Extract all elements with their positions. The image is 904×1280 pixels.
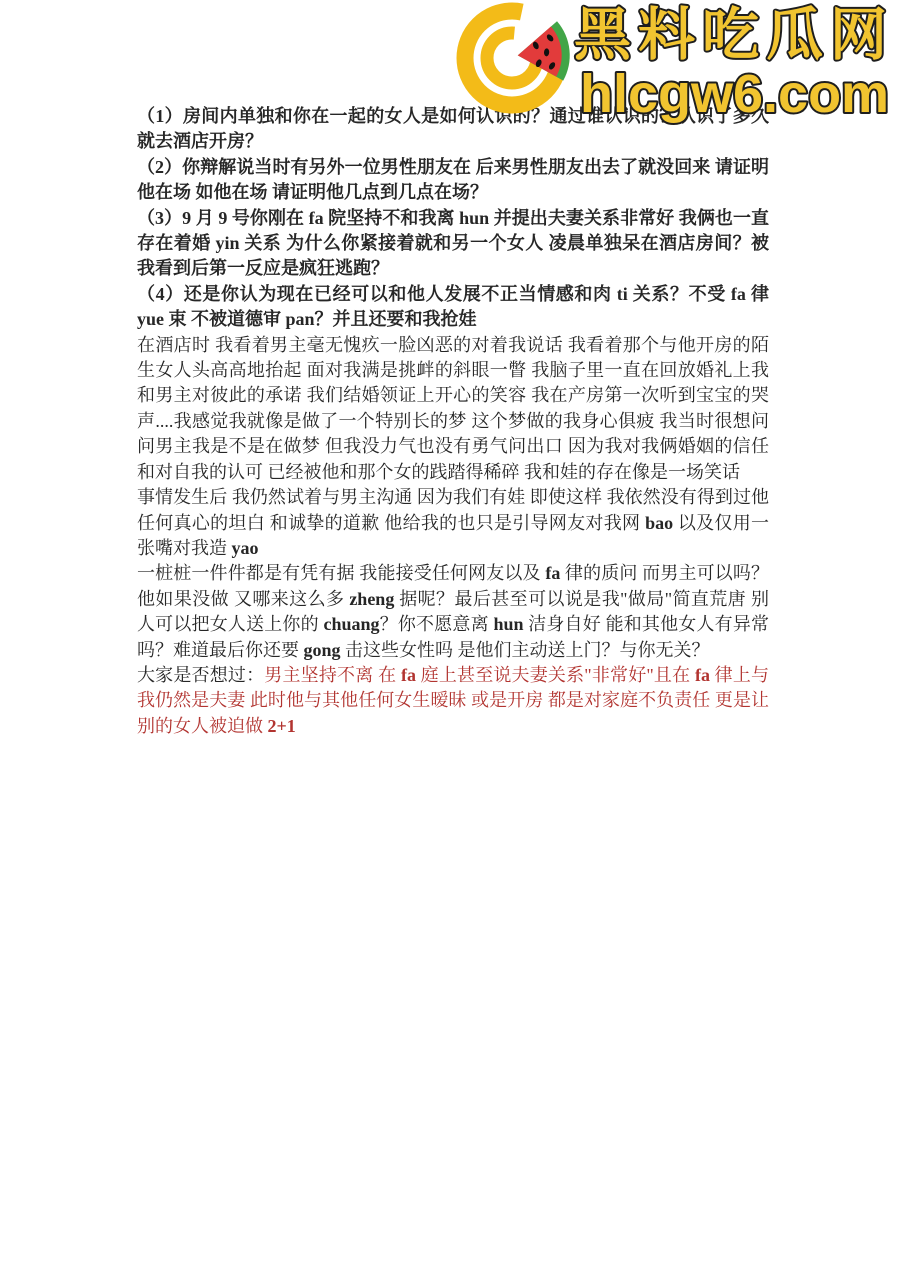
logo-inner-ring (487, 33, 537, 83)
text-run: 一桩桩一件件都是有凭有据 我能接受任何网友以及 (137, 563, 546, 584)
text-run: fa (694, 664, 710, 685)
text-run: 在酒店时 我看着男主毫无愧疚一脸凶恶的对着我说话 我看着那个与他开房的陌生女人头高高地抬起 面对我满是挑衅的斜眼一瞥 我脑子里一直在回放婚礼上我和男主对彼此的承诺 我们结婚领证上开心的笑容 我在产房第一次听到宝宝的哭声....我感觉我就像是做了一个特别长的梦 这个梦做的我身心俱疲 我当时很想问问男主我是不是在做梦 但我没力气也没有勇气问出口 因为我对我俩婚姻的信任 和对自我的认可 已经被他和那个女的践踏得稀碎 我和娃的存在像是一场笑话 (137, 334, 769, 482)
logo-mark (465, 11, 573, 105)
paragraph-1 (137, 104, 769, 155)
text-run: 大家是否想过： (137, 664, 265, 685)
text-run: （1）房间内单独和你在一起的女人是如何认识的？通过谁认识的？认识了多久就去酒店开房？ (137, 106, 769, 152)
text-run: 以及仅用一张嘴对我造 (137, 512, 770, 558)
text-run: 律上与我仍然是夫妻 此时他与其他任何女生暧昧 或是开房 都是对家庭不负责任 更是让别的女人被迫做 (137, 664, 770, 736)
text-run: 2+1 (267, 715, 296, 736)
text-run: hun (493, 614, 524, 635)
paragraph-7 (137, 561, 769, 663)
text-run: fa (545, 563, 561, 584)
text-run: fa (400, 664, 416, 685)
site-domain-text: hlcgw6.com (580, 64, 890, 124)
paragraph-2 (137, 155, 769, 206)
text-run: 律的质问 而男主可以吗？他如果没做 又哪来这么多 (137, 563, 770, 609)
text-run: 庭上甚至说夫妻关系"非常好"且在 (415, 664, 695, 685)
text-run: ？你不愿意离 (379, 614, 494, 635)
text-run: 击这些女性吗 是他们主动送上门？与你无关？ (340, 639, 710, 660)
text-run: 男主坚持不离 在 (264, 664, 401, 685)
text-run: （3）9 月 9 号你刚在 fa 院坚持不和我离 hun 并提出夫妻关系非常好 我俩也一直存在着婚 yin 关系 为什么你紧接着就和另一个女人 凌晨单独呆在酒店房间？被我看到后第一反应是疯狂逃跑？ (137, 207, 769, 279)
paragraph-8 (137, 663, 769, 739)
paragraph-5 (137, 333, 769, 485)
text-run: 洁身自好 能和其他女人有异常吗？难道最后你还要 (137, 614, 770, 660)
text-run: （4）还是你认为现在已经可以和他人发展不正当情感和肉 ti 关系？不受 fa 律 yue 束 不被道德审 pan？并且还要和我抢娃 (137, 283, 769, 330)
watermelon-flesh (515, 26, 564, 81)
logo-outer-ring (465, 11, 559, 105)
text-run: yao (231, 537, 259, 558)
site-name-text: 黑料吃瓜网 (574, 3, 894, 67)
text-run: 据呢？最后甚至可以说是我"做局"简直荒唐 别人可以把女人送上你的 (137, 588, 769, 635)
paragraph-6 (137, 485, 769, 561)
document-body (137, 104, 769, 739)
text-run: （2）你辩解说当时有另外一位男性朋友在 后来男性朋友出去了就没回来 请证明他在场 如他在场 请证明他几点到几点在场？ (137, 156, 769, 203)
watermelon-icon (515, 20, 573, 85)
text-run: 事情发生后 我仍然试着与男主沟通 因为我们有娃 即使这样 我依然没有得到过他任何真心的坦白 和诚挚的道歉 他给我的也只是引导网友对我网 (137, 487, 769, 533)
watermelon-rind (515, 20, 573, 85)
logo-arrow (521, 41, 539, 57)
text-run: gong (303, 639, 341, 660)
text-run: zheng (349, 588, 395, 609)
text-run: bao (645, 512, 674, 533)
paragraph-4 (137, 282, 769, 333)
text-run: chuang (323, 614, 380, 635)
paragraph-3 (137, 206, 769, 282)
watermelon-seeds (531, 33, 558, 73)
